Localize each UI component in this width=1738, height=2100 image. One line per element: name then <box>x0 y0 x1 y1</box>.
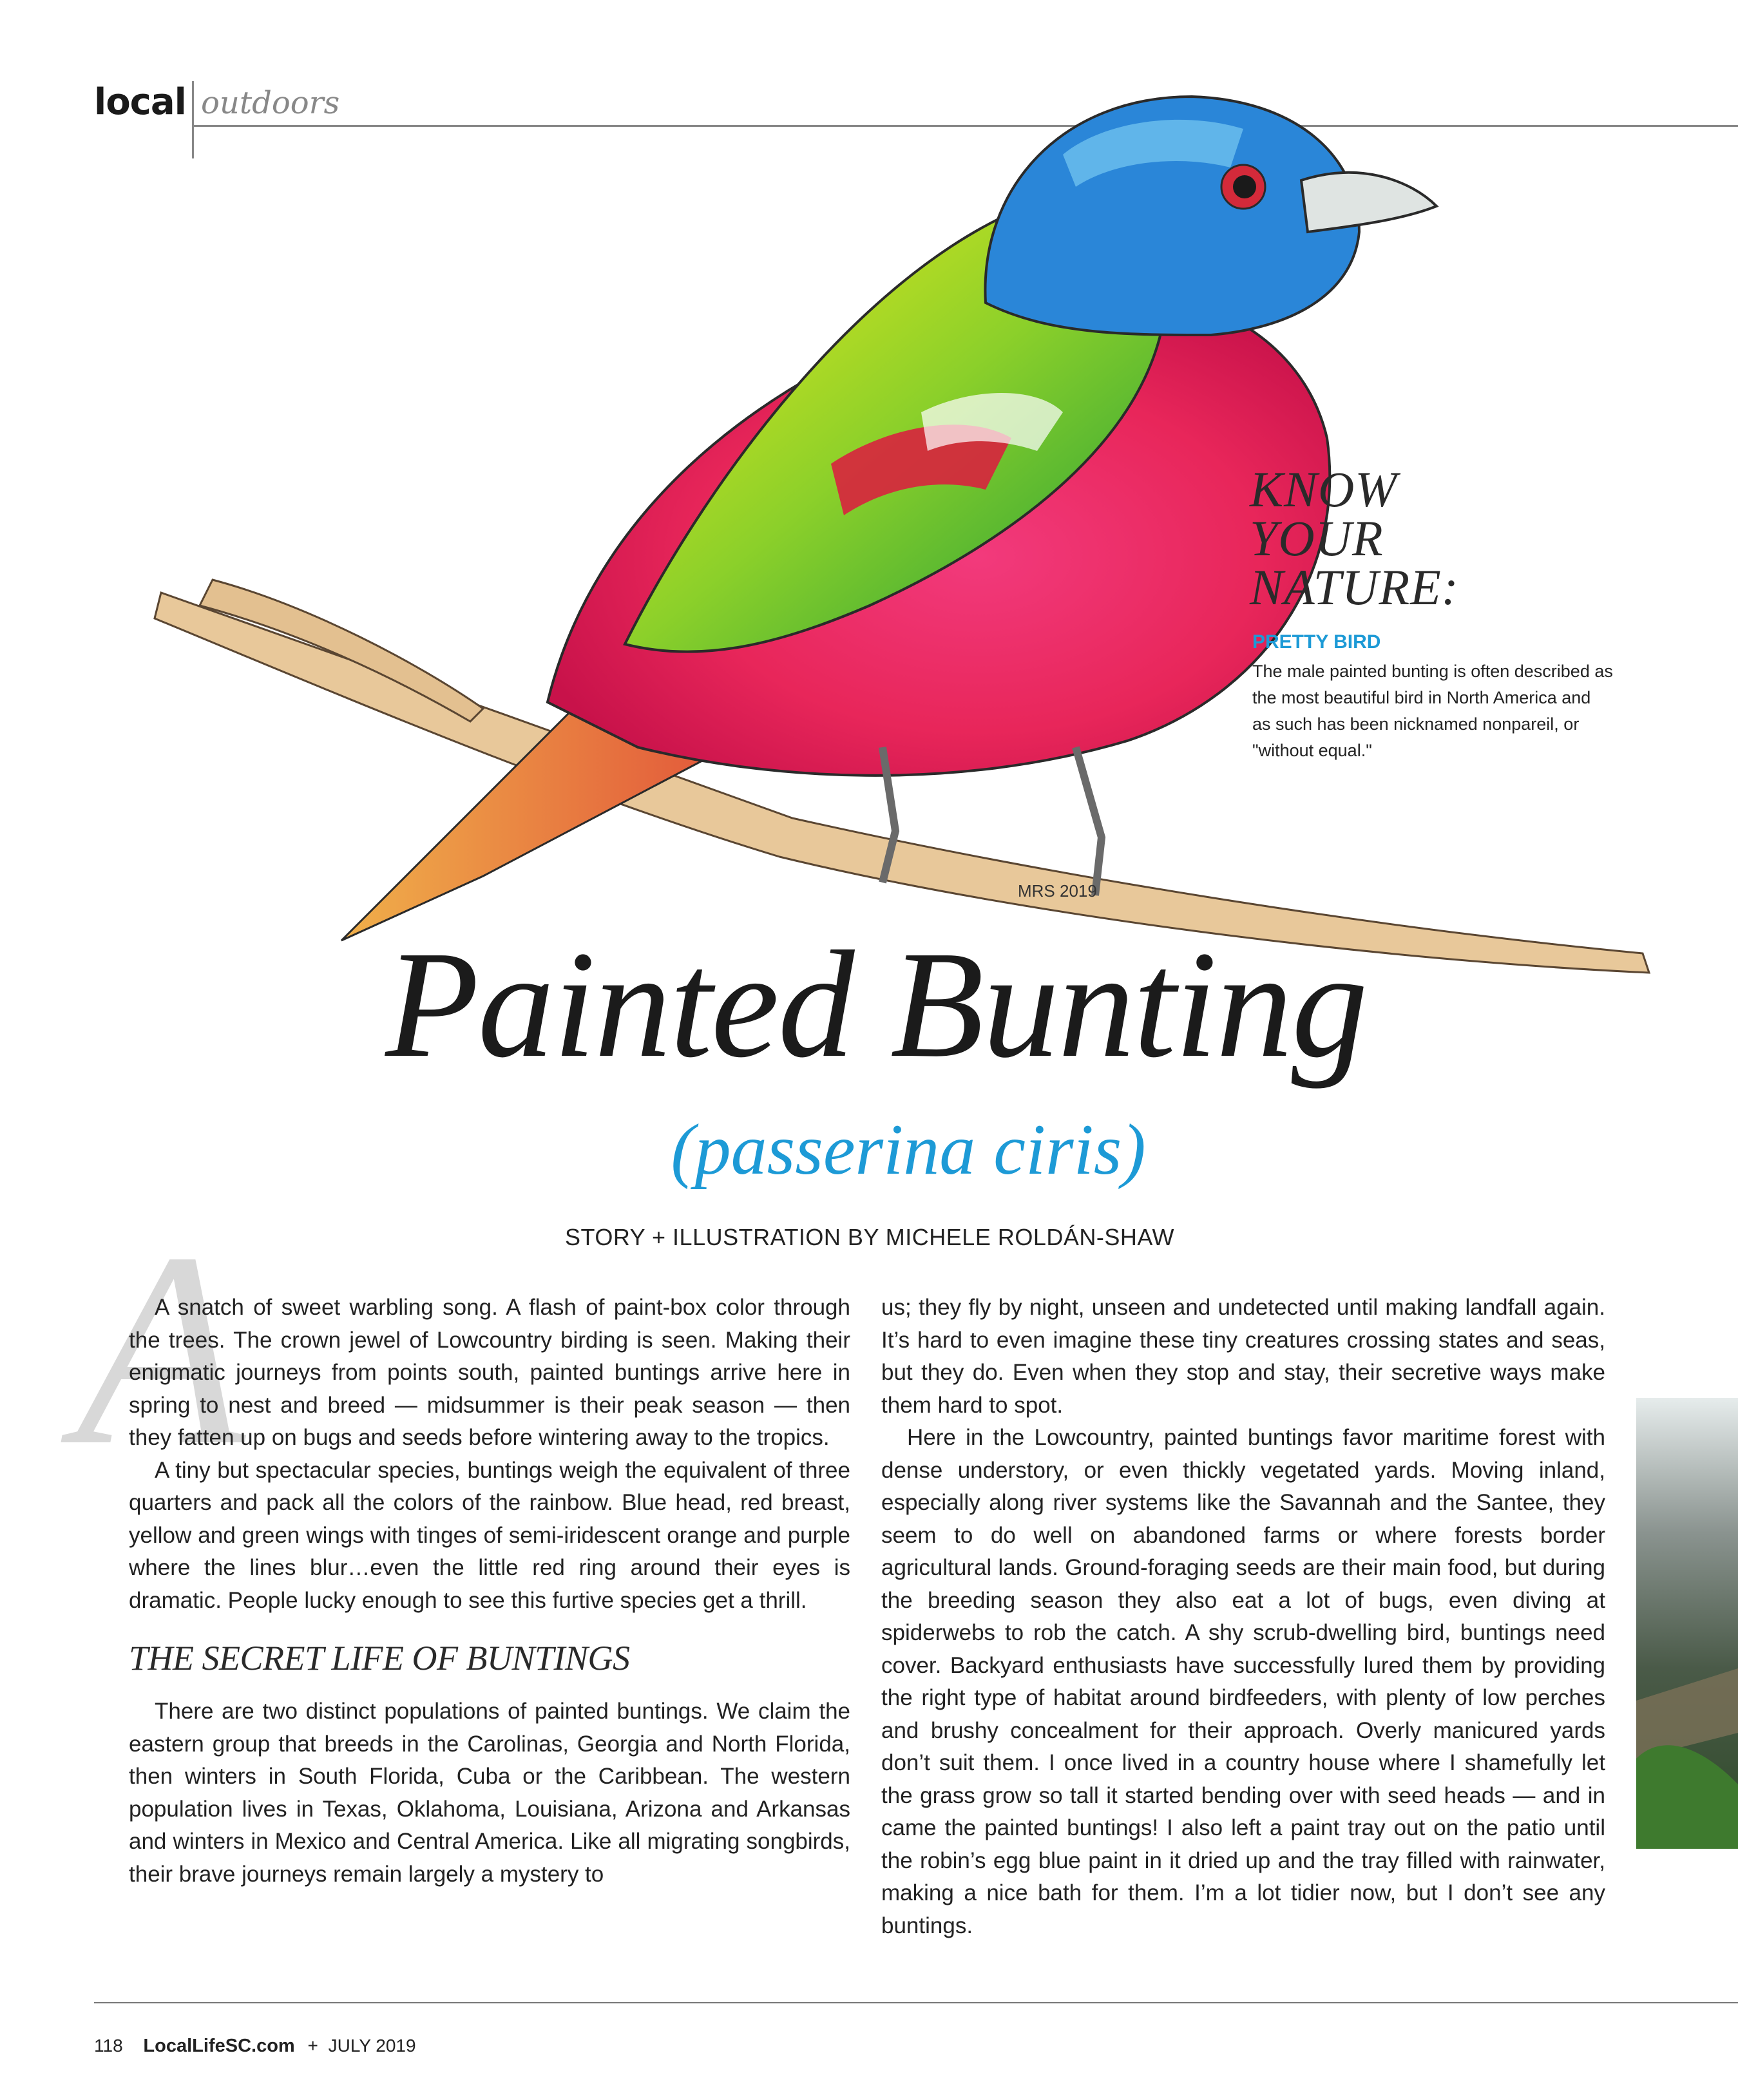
scientific-name: (passerina ciris) <box>671 1110 1146 1190</box>
article-column-left <box>129 1292 850 1891</box>
section-label: local <box>94 81 186 123</box>
sidebar-title-line: NATURE: <box>1250 559 1459 615</box>
section-subtitle: outdoors <box>201 85 340 121</box>
body-paragraph: A tiny but spectacular species, buntings weigh the equivalent of three quarters and pack all the colors of the rainbow. Blue head, red breast, yellow and green wings with tinges of semi-iridescent orange and purple where the lines blur…even the little red ring around their eyes is dramatic. People lucky enough to see this furtive species get a thrill. <box>129 1457 850 1613</box>
sidebar-title-line: YOUR <box>1250 510 1384 566</box>
section-subheading: THE SECRET LIFE OF BUNTINGS <box>129 1639 630 1677</box>
issue-date: JULY 2019 <box>328 2036 416 2056</box>
sidebar-title-line: KNOW <box>1250 461 1398 517</box>
article-title: Painted Bunting <box>385 920 1367 1089</box>
body-paragraph: Here in the Lowcountry, painted buntings favor maritime forest with dense understory, or even thickly vegetated yards. Moving inland, especially along river systems like the Savannah and the Santee, they seem to do well on abandoned farms or where forests border agricultural lands. Ground-foraging seeds are their main food, but during the breeding season they also eat a lot of bugs, even diving at spiderwebs to rob the catch. A shy scrub-dwelling bird, buntings need cover. Backyard enthusiasts have successfully lured them by providing the right type of habitat around birdfeeders, with plenty of low perches and brushy concealment for their approach. Overly manicured yards don’t suit them. I once lived in a country house where I shamefully let the grass grow so tall it started bending over with seed heads — and in came the painted buntings! I also left a paint tray out on the patio until the robin’s egg blue paint in it dried up and the tray filled with rainwater, making a nice bath for them. I’m a lot tidier now, but I don’t see any buntings. <box>881 1425 1605 1938</box>
site-name: LocalLifeSC.com <box>143 2036 295 2056</box>
sidebar-body: The male painted bunting is often described as the most beautiful bird in North America and as such has been nicknamed nonpareil, or "without equal." <box>1252 662 1613 760</box>
bird-photo-image <box>1636 1398 1738 1849</box>
sidebar-title <box>1250 461 1459 615</box>
article-column-right <box>881 1292 1605 1942</box>
footer-separator: + <box>307 2036 318 2056</box>
page-number: 118 <box>94 2036 123 2056</box>
body-paragraph: A snatch of sweet warbling song. A flash of paint-box color through the trees. The crown jewel of Lowcountry birding is seen. Making their enigmatic journeys from points south, painted buntings arrive here in spring to nest and breed — midsummer is their peak season — then they fatten up on bugs and seeds before wintering away to the tropics. <box>129 1295 850 1450</box>
body-paragraph: us; they fly by night, unseen and undetected until making landfall again. It’s hard to even imagine these tiny creatures crossing states and seas, but they do. Even when they stop and stay, their secretive ways make them hard to spot. <box>881 1295 1605 1418</box>
byline: STORY + ILLUSTRATION BY MICHELE ROLDÁN-SHAW <box>564 1224 1175 1250</box>
illustration-signature: MRS 2019 <box>1018 881 1097 901</box>
footer <box>94 2036 416 2057</box>
footer-rule <box>94 2002 1738 2003</box>
sidebar-heading: PRETTY BIRD <box>1252 631 1381 653</box>
body-paragraph: There are two distinct populations of painted buntings. We claim the eastern group that breeds in the Carolinas, Georgia and North Florida, then winters in South Florida, Cuba or the Caribbean. The western population lives in Texas, Oklahoma, Louisiana, Arizona and Arkansas and winters in Mexico and Central America. Like all migrating songbirds, their brave journeys remain largely a mystery to <box>129 1699 850 1887</box>
drop-cap: A <box>76 1196 245 1503</box>
